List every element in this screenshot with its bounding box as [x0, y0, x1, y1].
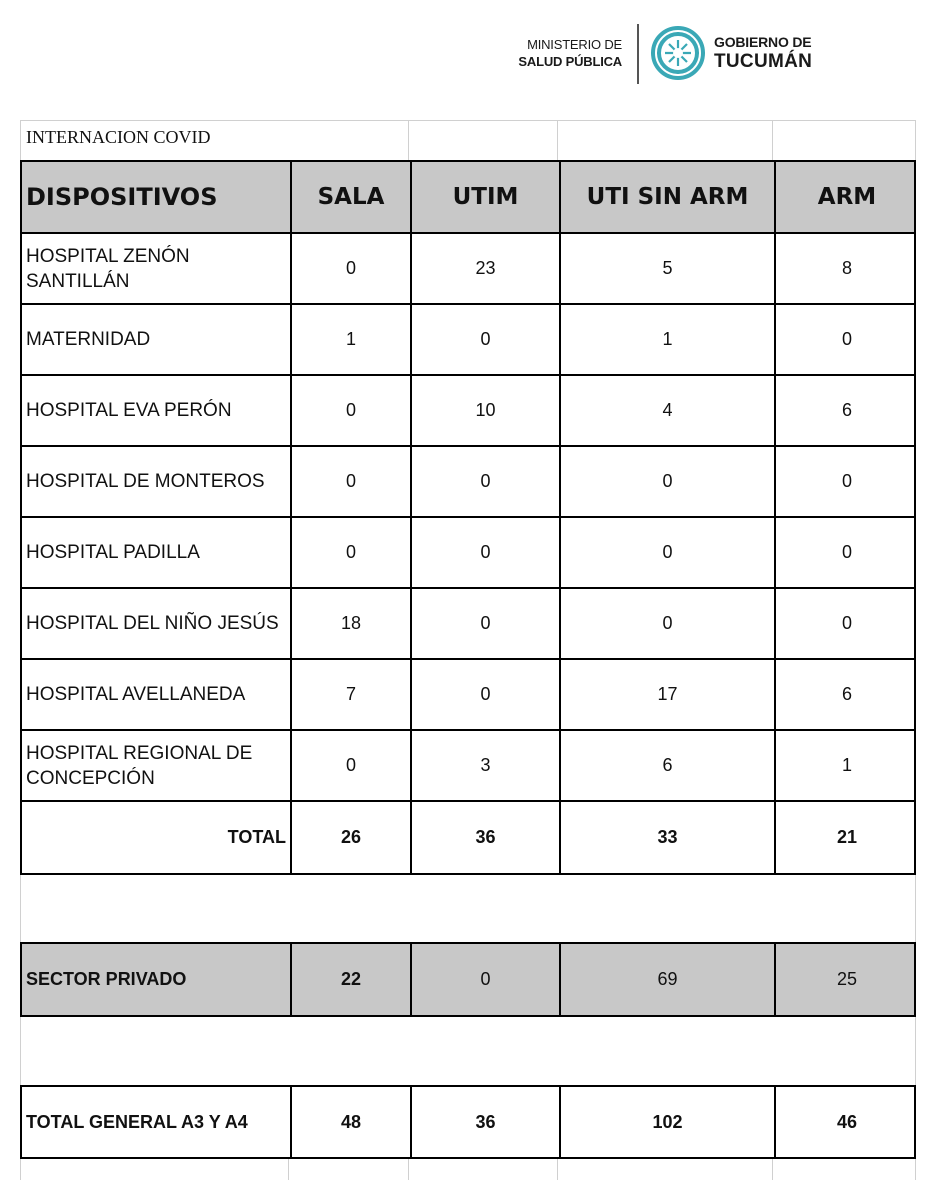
cell-utim: 3 [410, 731, 559, 800]
cell-utim: 10 [410, 376, 559, 445]
grid-line [408, 1158, 409, 1180]
table-row [20, 587, 916, 660]
cell-arm: 6 [774, 660, 918, 729]
cell-utim: 0 [410, 447, 559, 516]
cell-arm: 1 [774, 731, 918, 800]
sun-emblem-icon [649, 24, 707, 82]
sector-privado-uti-sin-arm: 69 [559, 944, 774, 1015]
ministry-line-2: SALUD PÚBLICA [518, 54, 622, 69]
cell-uti-sin-arm: 6 [559, 731, 774, 800]
grid-line [288, 120, 916, 121]
total-sala: 26 [290, 802, 410, 873]
col-header-utim: UTIM [410, 162, 559, 232]
cell-uti-sin-arm: 17 [559, 660, 774, 729]
grid-line [557, 120, 558, 162]
cell-arm: 0 [774, 447, 918, 516]
col-header-dispositivos: DISPOSITIVOS [26, 183, 218, 211]
table-title-cell [20, 120, 289, 163]
col-header-arm: ARM [774, 162, 918, 232]
grid-line [915, 874, 916, 944]
table-row [20, 445, 916, 518]
cell-arm: 8 [774, 234, 918, 303]
table-row [20, 303, 916, 376]
cell-uti-sin-arm: 0 [559, 447, 774, 516]
row-label: HOSPITAL AVELLANEDA [26, 684, 246, 705]
cell-uti-sin-arm: 5 [559, 234, 774, 303]
grid-line [915, 120, 916, 162]
government-name [714, 32, 812, 72]
cell-utim: 0 [410, 518, 559, 587]
ministry-name [518, 36, 622, 70]
col-header-uti-sin-arm: UTI SIN ARM [559, 162, 774, 232]
sector-privado-arm: 25 [774, 944, 918, 1015]
table-row [20, 729, 916, 802]
row-label: HOSPITAL ZENÓN SANTILLÁN [26, 245, 190, 292]
total-general-row [20, 1085, 916, 1159]
row-label: HOSPITAL EVA PERÓN [26, 400, 232, 421]
cell-sala: 0 [290, 731, 410, 800]
cell-arm: 0 [774, 589, 918, 658]
sector-privado-label: SECTOR PRIVADO [26, 969, 187, 989]
cell-utim: 23 [410, 234, 559, 303]
cell-utim: 0 [410, 305, 559, 374]
government-line-2: TUCUMÁN [714, 51, 813, 72]
grid-line [772, 1158, 773, 1180]
grid-line [20, 1158, 21, 1180]
cell-uti-sin-arm: 1 [559, 305, 774, 374]
grid-line [20, 874, 21, 944]
cell-arm: 0 [774, 305, 918, 374]
row-label: HOSPITAL DE MONTEROS [26, 471, 265, 492]
table-row [20, 658, 916, 731]
cell-utim: 0 [410, 660, 559, 729]
row-label: HOSPITAL DEL NIÑO JESÚS [26, 613, 279, 634]
grid-line [915, 1158, 916, 1180]
table-title: INTERNACION COVID [26, 127, 211, 147]
table-row [20, 374, 916, 447]
grid-line [20, 1016, 21, 1086]
cell-sala: 0 [290, 518, 410, 587]
sector-privado-row [20, 942, 916, 1017]
row-label: HOSPITAL PADILLA [26, 542, 200, 563]
total-utim: 36 [410, 802, 559, 873]
cell-utim: 0 [410, 589, 559, 658]
grid-line [408, 120, 409, 162]
government-line-1: GOBIERNO DE [714, 34, 812, 50]
ministry-logo [500, 22, 830, 84]
col-header-sala: SALA [290, 162, 410, 232]
ministry-line-1: MINISTERIO DE [527, 37, 622, 52]
cell-sala: 18 [290, 589, 410, 658]
cell-sala: 7 [290, 660, 410, 729]
grid-line [915, 1016, 916, 1086]
grid-line [557, 1158, 558, 1180]
table-row [20, 516, 916, 589]
table-header-row [20, 160, 916, 234]
total-label: TOTAL [227, 827, 286, 847]
cell-sala: 0 [290, 234, 410, 303]
total-general-sala: 48 [290, 1087, 410, 1157]
row-label: MATERNIDAD [26, 329, 151, 350]
cell-uti-sin-arm: 4 [559, 376, 774, 445]
cell-uti-sin-arm: 0 [559, 518, 774, 587]
total-general-label: TOTAL GENERAL A3 Y A4 [26, 1111, 248, 1132]
logo-divider [637, 24, 639, 84]
total-general-uti-sin-arm: 102 [559, 1087, 774, 1157]
cell-arm: 0 [774, 518, 918, 587]
cell-sala: 0 [290, 376, 410, 445]
cell-uti-sin-arm: 0 [559, 589, 774, 658]
cell-arm: 6 [774, 376, 918, 445]
total-uti-sin-arm: 33 [559, 802, 774, 873]
sector-privado-sala: 22 [290, 944, 410, 1015]
sector-privado-utim: 0 [410, 944, 559, 1015]
cell-sala: 0 [290, 447, 410, 516]
total-general-arm: 46 [774, 1087, 918, 1157]
total-row [20, 800, 916, 875]
total-arm: 21 [774, 802, 918, 873]
row-label: HOSPITAL REGIONAL DE CONCEPCIÓN [26, 742, 253, 789]
grid-line [772, 120, 773, 162]
grid-line [288, 1158, 289, 1180]
table-row [20, 232, 916, 305]
total-general-utim: 36 [410, 1087, 559, 1157]
cell-sala: 1 [290, 305, 410, 374]
